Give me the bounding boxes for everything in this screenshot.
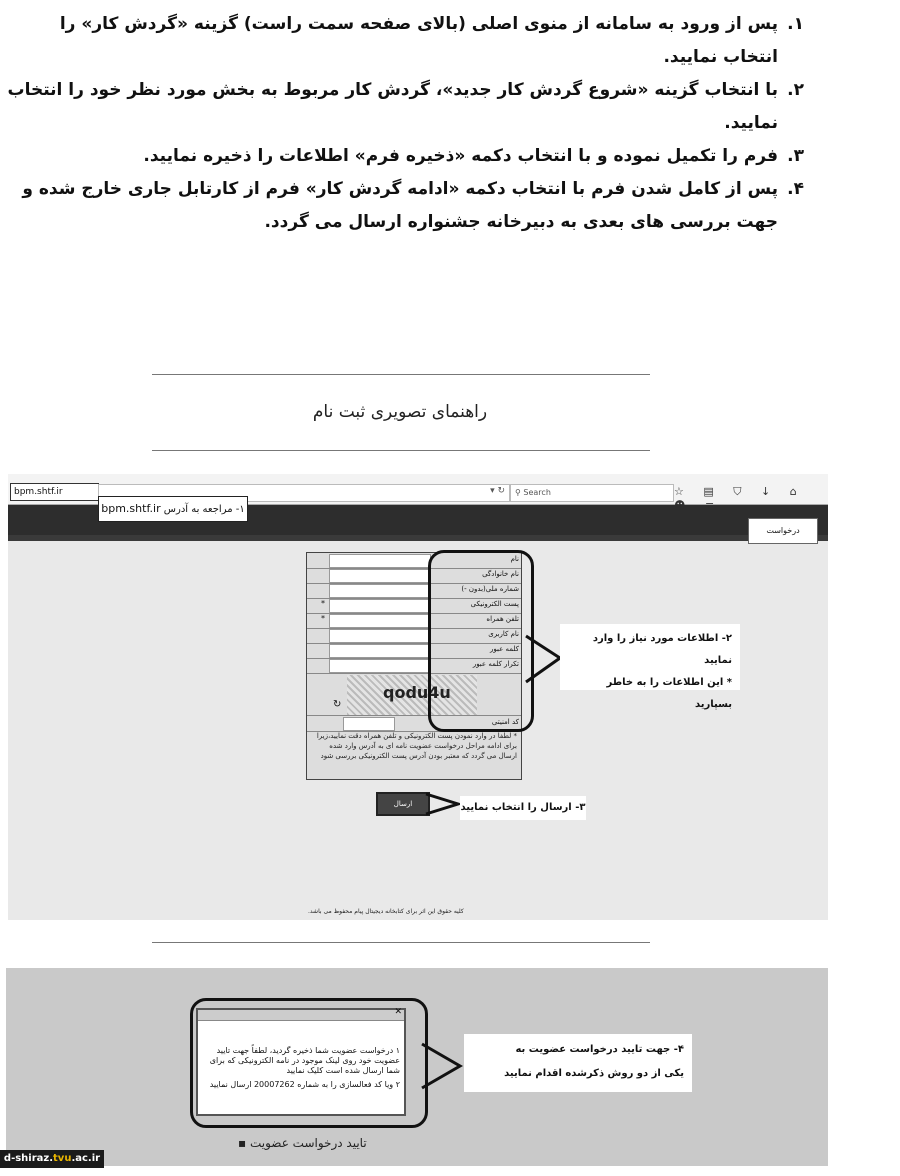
divider — [152, 374, 650, 375]
captcha-input[interactable] — [343, 717, 395, 731]
field-label: کلمه عبور — [490, 645, 519, 653]
field-label: کد امنیتی — [491, 718, 519, 726]
reload-icon[interactable]: ▾ ↻ — [490, 486, 505, 496]
site-badge — [0, 1150, 104, 1168]
confirmation-screenshot — [3, 968, 828, 1166]
field-input[interactable] — [329, 644, 431, 658]
instruction-number: ۴. — [787, 179, 804, 199]
badge-prefix: d-shiraz. — [3, 1153, 54, 1164]
instruction-number: ۱. — [787, 14, 804, 34]
highlight-bubble — [190, 998, 428, 1128]
submit-button[interactable]: ارسال — [376, 792, 430, 816]
callout-step2-line2: * این اطلاعات را به خاطر بسپارید — [606, 677, 732, 710]
callout-step3: ۳- ارسال را انتخاب نمایید — [460, 796, 586, 820]
toolbar-icons[interactable]: ☆ ▤ ⛉ ↓ ⌂ — [674, 485, 805, 498]
instructions-list — [0, 8, 804, 239]
instruction-item — [0, 173, 804, 239]
callout-step1-url: bpm.shtf.ir — [101, 502, 161, 515]
required-mark: * — [321, 614, 325, 623]
form-note: * لطفا در وارد نمودن پست الکترونیکی و تلفن همراه دقت نمایید،زیرا برای ادامه مراحل درخواست عضویت نامه ای به آدرس وارد شده ارسال می گردد که معتبر بودن آدرس پست الکترونیکی بررسی شود — [316, 732, 517, 760]
divider — [152, 942, 650, 943]
callout-step4 — [464, 1034, 692, 1092]
registration-screenshot — [8, 474, 828, 920]
field-label: شماره ملی(بدون -) — [461, 585, 519, 593]
copyright-footer: کلیه حقوق این اثر برای کتابخانه دیجیتال پیام محفوظ می باشد. — [308, 908, 464, 915]
section-title: راهنمای تصویری ثبت نام — [312, 402, 488, 422]
tab-strip — [8, 535, 828, 541]
callout-step4-line1: ۴- جهت تایید درخواست عضویت به — [515, 1044, 684, 1055]
search-placeholder: Search — [523, 488, 551, 497]
dialog-line2: ۲ ویا کد فعالسازی را به شماره 20007262 ارسال نمایید — [209, 1080, 400, 1089]
instruction-text: با انتخاب گزینه «شروع گردش کار جدید»، گردش کار مربوط به بخش مورد نظر خود را انتخاب نمایید. — [7, 80, 778, 133]
field-label: نام کاربری — [488, 630, 519, 638]
callout-pointer — [524, 634, 564, 694]
field-label: پست الکترونیکی — [470, 600, 519, 608]
field-label: نام خانوادگی — [482, 570, 519, 578]
badge-accent: tvu — [53, 1153, 72, 1164]
dialog-line1: ۱ درخواست عضویت شما ذخیره گردید، لطفاً جهت تایید عضویت خود روی لینک موجود در نامه الکترونیکی که برای شما ارسال شده است کلیک نمایید — [209, 1046, 400, 1075]
callout-step1 — [98, 496, 248, 522]
instruction-number: ۳. — [787, 146, 804, 166]
callout-pointer — [420, 1042, 466, 1094]
instruction-text: پس از ورود به سامانه از منوی اصلی (بالای صفحه سمت راست) گزینه «گردش کار» را انتخاب نمایید. — [59, 14, 778, 67]
instruction-item — [0, 140, 804, 173]
required-mark: * — [321, 599, 325, 608]
callout-step1-text: ۱- مراجعه به آدرس — [163, 504, 245, 515]
badge-suffix: .ac.ir — [71, 1153, 101, 1164]
highlight-bubble — [428, 550, 534, 732]
instruction-number: ۲. — [787, 80, 804, 100]
callout-step2-line1: ۲- اطلاعات مورد نیاز را وارد نمایید — [592, 633, 732, 666]
field-input[interactable] — [329, 599, 431, 613]
address-box[interactable]: bpm.shtf.ir — [10, 483, 99, 501]
field-input[interactable] — [329, 584, 431, 598]
field-label: تکرار کلمه عبور — [472, 660, 519, 668]
captcha-text: qodu4u — [383, 683, 451, 702]
search-box[interactable] — [510, 484, 674, 502]
callout-step2 — [560, 624, 740, 710]
refresh-icon[interactable]: ↻ — [333, 699, 342, 710]
field-input[interactable] — [329, 554, 431, 568]
bullet-icon: ▪ — [238, 1136, 247, 1150]
field-input[interactable] — [329, 629, 431, 643]
divider — [152, 450, 650, 451]
instruction-item — [0, 74, 804, 140]
instruction-text: فرم را تکمیل نموده و با انتخاب دکمه «ذخیره فرم» اطلاعات را ذخیره نمایید. — [143, 146, 778, 166]
field-label: تلفن همراه — [486, 615, 519, 623]
field-label: نام — [510, 555, 519, 563]
confirm-request-label: تایید درخواست عضویت — [249, 1136, 367, 1150]
field-input[interactable] — [329, 569, 431, 583]
tab-request[interactable]: درخواست — [748, 518, 818, 544]
field-input[interactable] — [329, 659, 431, 673]
close-icon[interactable]: ✕ — [394, 1007, 402, 1017]
instruction-text: پس از کامل شدن فرم با انتخاب دکمه «ادامه گردش کار» فرم از کارتابل جاری خارج شده و جهت بررسی های بعدی به دبیرخانه جشنواره ارسال می گردد. — [22, 179, 778, 232]
instruction-item — [0, 8, 804, 74]
callout-pointer — [424, 790, 464, 818]
confirm-request-link[interactable] — [238, 1136, 367, 1150]
search-icon: ⚲ — [515, 488, 524, 497]
callout-step4-line2: یکی از دو روش ذکرشده اقدام نمایید — [504, 1068, 684, 1079]
field-input[interactable] — [329, 614, 431, 628]
